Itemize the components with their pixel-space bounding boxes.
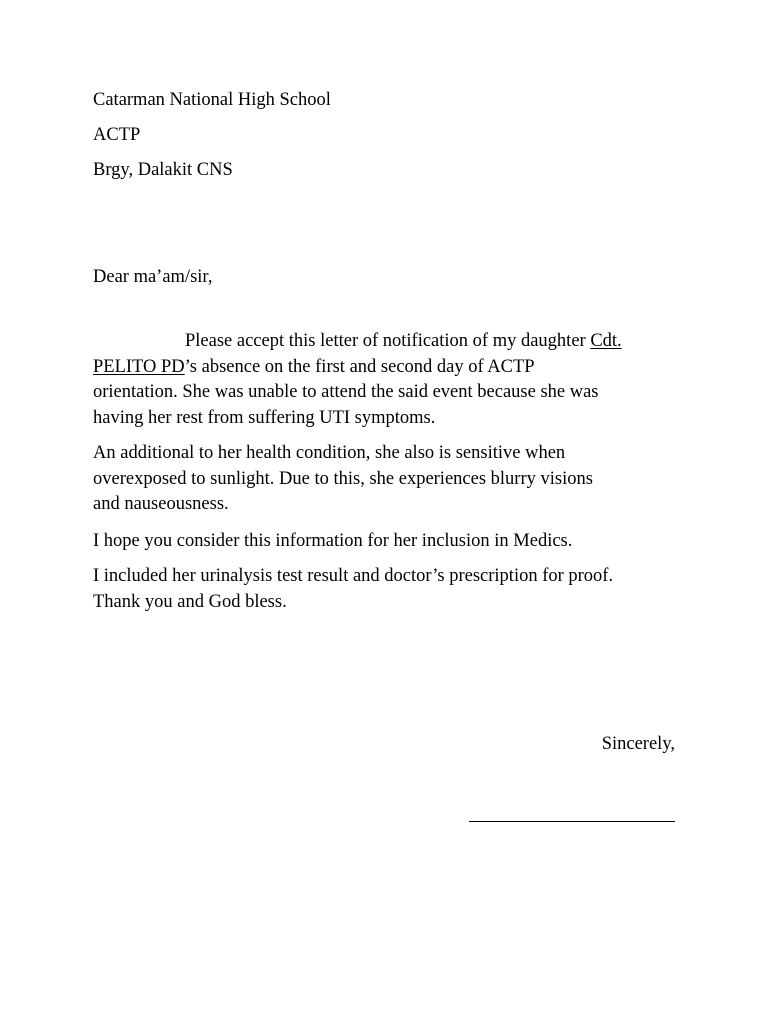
cadet-name-part2: PELITO PD	[93, 356, 185, 377]
closing-sincerely: Sincerely,	[601, 734, 675, 754]
paragraph-attachments	[93, 564, 678, 615]
recipient-school: Catarman National High School	[93, 90, 331, 110]
cadet-name-part1: Cdt.	[590, 331, 622, 351]
signature-line	[469, 821, 675, 822]
paragraph-line	[93, 329, 678, 355]
paragraph-text: Please accept this letter of notification of my daughter	[185, 331, 591, 351]
recipient-department: ACTP	[93, 125, 141, 145]
paragraph-health-condition	[93, 441, 678, 518]
paragraph-line	[93, 355, 678, 381]
paragraph-line: I hope you consider this information for her inclusion in Medics.	[93, 531, 573, 551]
paragraph-line: having her rest from suffering UTI symptoms.	[93, 407, 436, 428]
recipient-address: Brgy, Dalakit CNS	[93, 160, 233, 180]
paragraph-request	[93, 529, 678, 555]
salutation: Dear ma’am/sir,	[93, 267, 213, 287]
paragraph-line: I included her urinalysis test result and doctor’s prescription for proof.	[93, 566, 614, 586]
paragraph-line: An additional to her health condition, she also is sensitive when	[93, 443, 566, 463]
paragraph-text: ’s absence on the first and second day of ACTP	[184, 356, 535, 377]
paragraph-line: overexposed to sunlight. Due to this, she experiences blurry visions	[93, 468, 593, 489]
paragraph-line: orientation. She was unable to attend the said event because she was	[93, 382, 599, 402]
paragraph-line: and nauseousness.	[93, 494, 229, 514]
paragraph-notification	[93, 329, 678, 431]
paragraph-line: Thank you and God bless.	[93, 591, 287, 612]
